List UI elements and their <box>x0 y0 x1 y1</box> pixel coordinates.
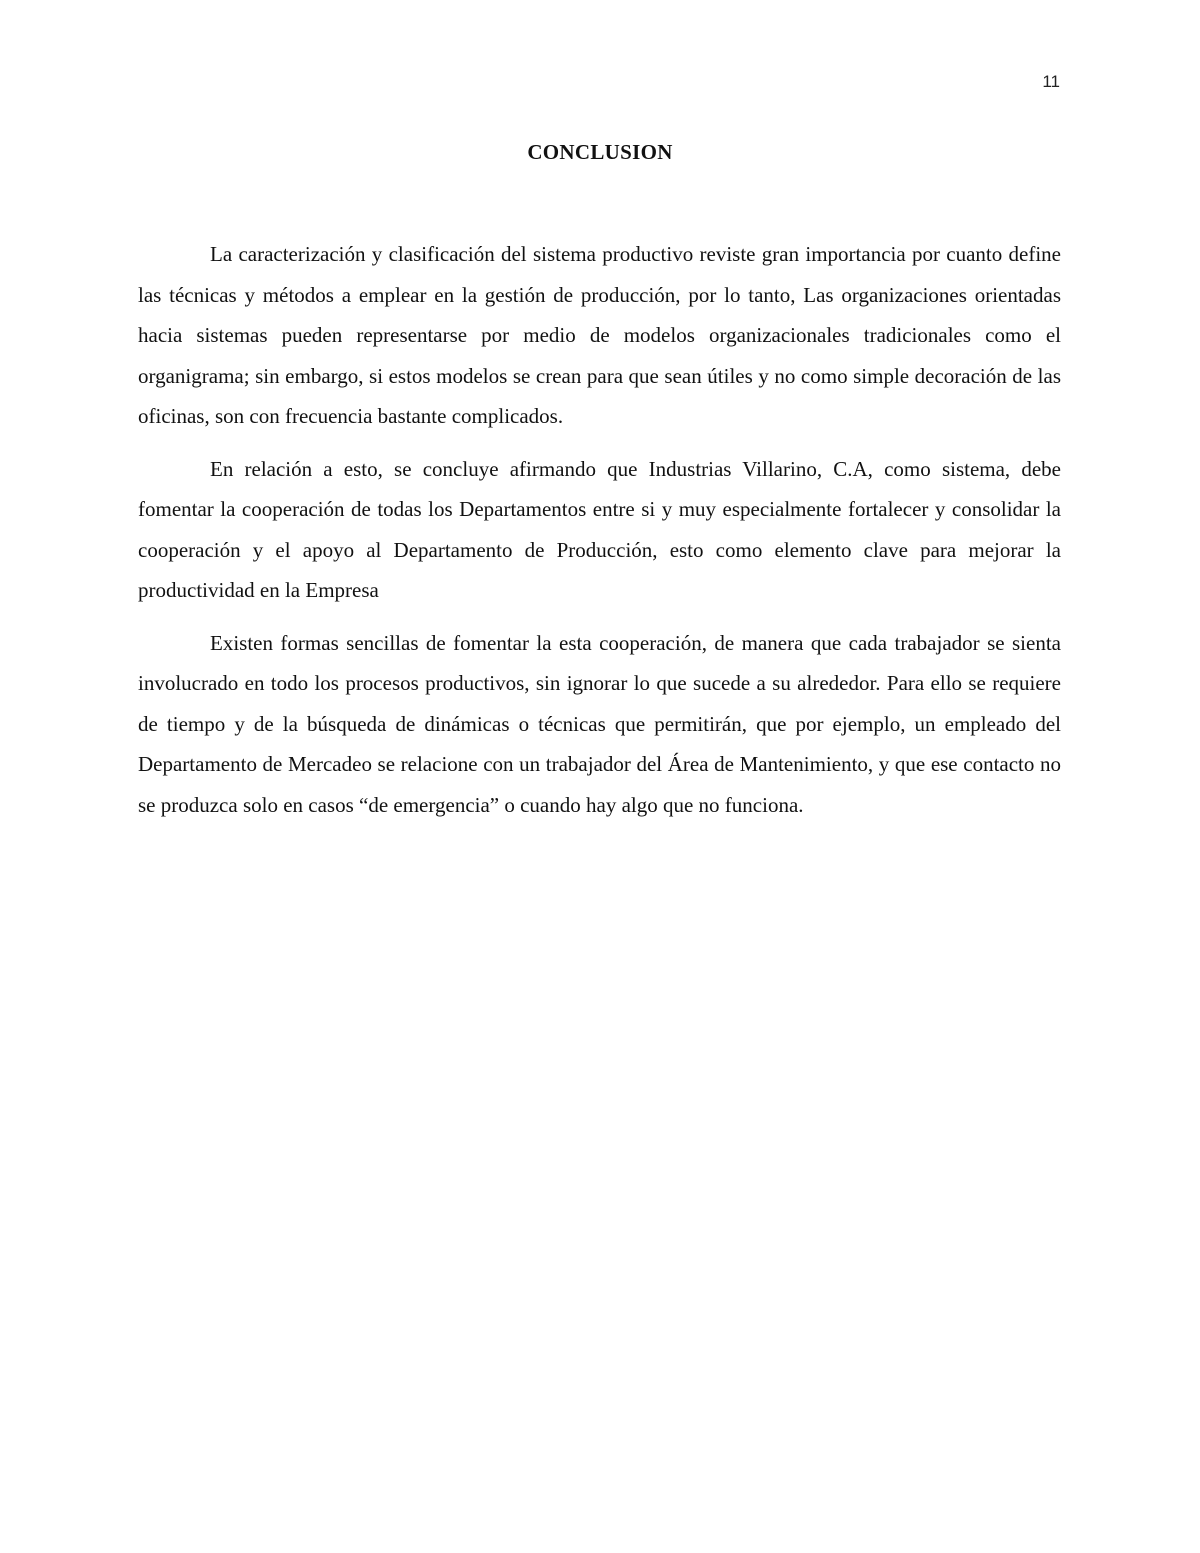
body-text <box>138 234 1061 837</box>
paragraph-1: La caracterización y clasificación del sistema productivo reviste gran importancia por cuanto define las técnicas y métodos a emplear en la gestión de producción, por lo tanto, Las organizaciones orientadas hacia sistemas pueden representarse por medio de modelos organizacionales tradicionales como el organigrama; sin embargo, si estos modelos se crean para que sean útiles y no como simple decoración de las oficinas, son con frecuencia bastante complicados. <box>138 242 1061 428</box>
paragraph-3: Existen formas sencillas de fomentar la esta cooperación, de manera que cada trabajador se sienta involucrado en todo los procesos productivos, sin ignorar lo que sucede a su alrededor. Para ello se requiere de tiempo y de la búsqueda de dinámicas o técnicas que permitirán, que por ejemplo, un empleado del Departamento de Mercadeo se relacione con un trabajador del Área de Mantenimiento, y que ese contacto no se produzca solo en casos “de emergencia” o cuando hay algo que no funciona. <box>138 630 1061 817</box>
page-number: 11 <box>1042 72 1060 91</box>
paragraph-2: En relación a esto, se concluye afirmando que Industrias Villarino, C.A, como sistema, debe fomentar la cooperación de todas los Departamentos entre si y muy especialmente fortalecer y consolidar la cooperación y el apoyo al Departamento de Producción, esto como elemento clave para mejorar la productividad en la Empresa <box>138 456 1061 602</box>
page-title: CONCLUSION <box>527 140 673 164</box>
